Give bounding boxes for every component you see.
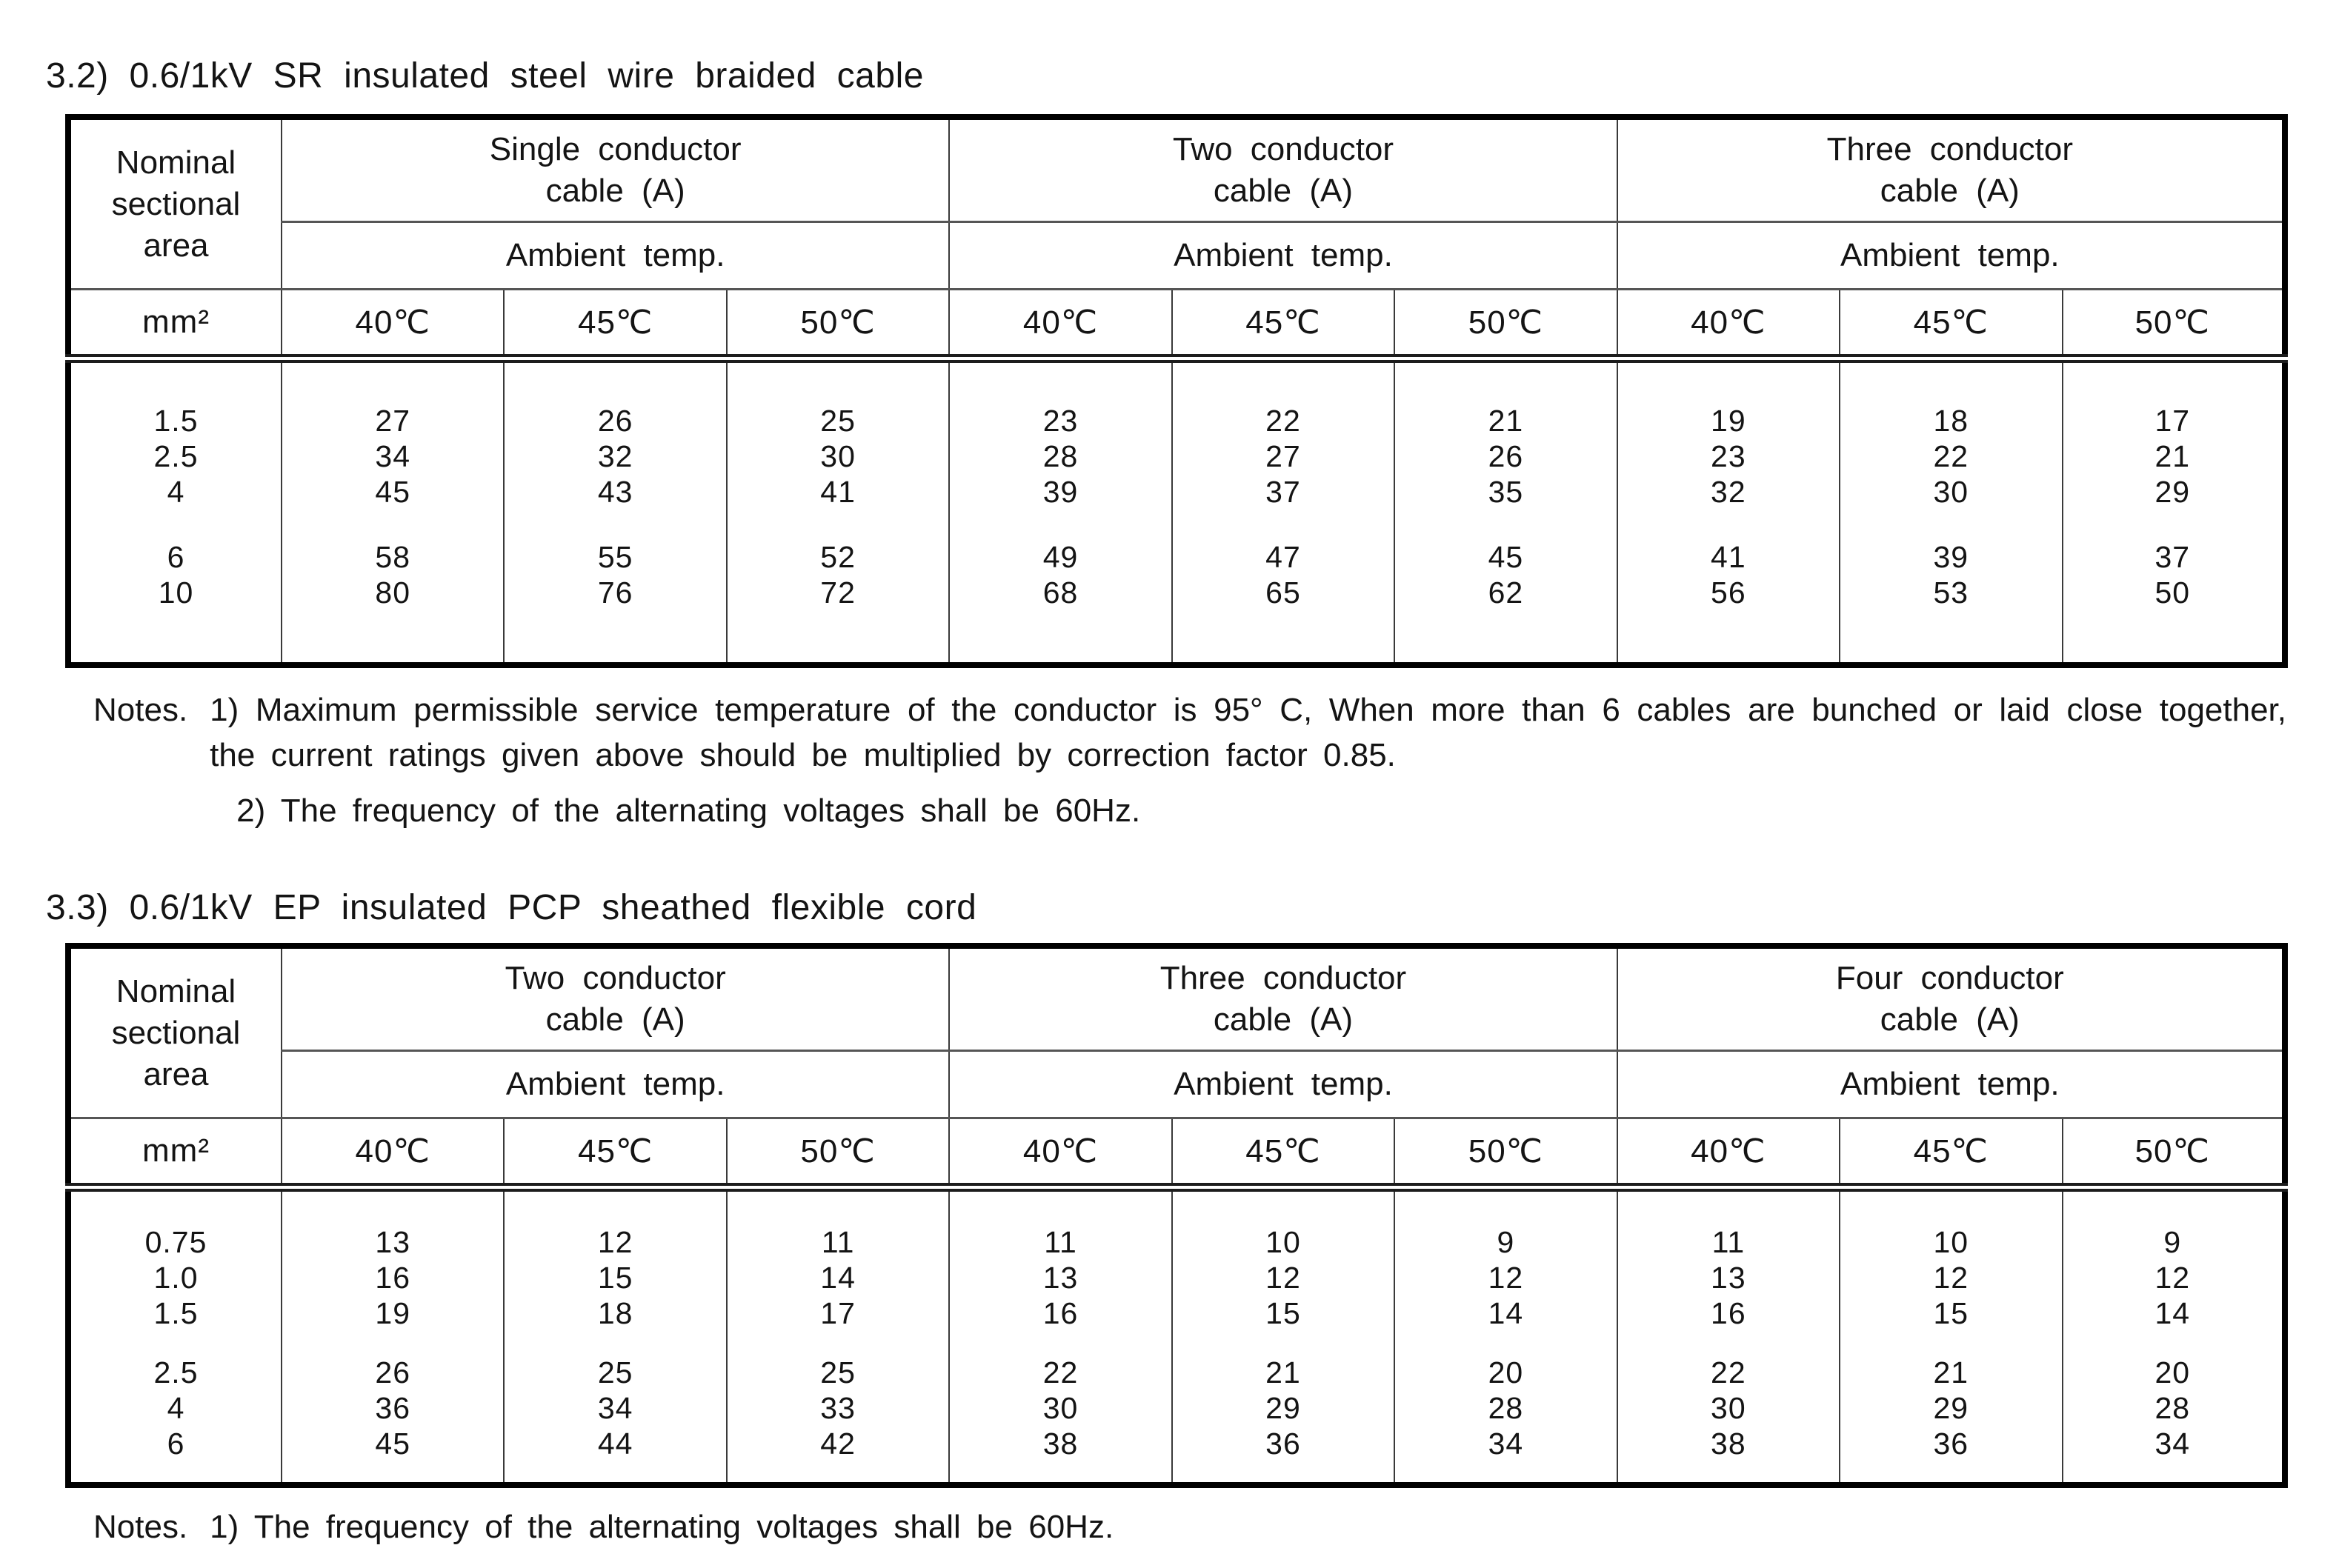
table-row	[68, 474, 2285, 510]
rating-cell: 21	[1394, 358, 1617, 438]
temperature-header-row	[68, 290, 2285, 359]
rating-cell: 18	[1840, 358, 2062, 438]
section-title: 3.2) 0.6/1kV SR insulated steel wire braided cable	[46, 56, 924, 96]
rating-cell: 27	[282, 358, 504, 438]
rating-cell: 49	[949, 510, 1171, 575]
rating-cell: 30	[949, 1390, 1171, 1426]
table-row	[68, 575, 2285, 665]
rating-cell: 17	[727, 1295, 949, 1331]
area-cell: 1.0	[68, 1260, 282, 1295]
temp-header: 50℃	[2063, 290, 2286, 359]
section-title: 3.3) 0.6/1kV EP insulated PCP sheathed flexible cord	[46, 888, 977, 927]
rating-cell: 30	[1840, 474, 2062, 510]
rating-cell: 41	[727, 474, 949, 510]
rating-cell: 68	[949, 575, 1171, 665]
unit-header: mm²	[68, 290, 282, 359]
table-row	[68, 510, 2285, 575]
table-row	[68, 1331, 2285, 1390]
rating-cell: 13	[282, 1187, 504, 1260]
area-cell: 2.5	[68, 1331, 282, 1390]
section-3-3	[44, 890, 2336, 1549]
table-row	[68, 1260, 2285, 1295]
rating-cell: 44	[504, 1426, 726, 1485]
ambient-temp-header: Ambient temp.	[1617, 222, 2285, 290]
table-row	[68, 358, 2285, 438]
area-cell: 2.5	[68, 438, 282, 474]
temperature-header-row	[68, 1118, 2285, 1188]
rating-cell: 19	[1617, 358, 1840, 438]
rating-cell: 37	[2063, 510, 2286, 575]
temp-header: 40℃	[949, 290, 1171, 359]
rating-cell: 53	[1840, 575, 2062, 665]
rating-cell: 12	[1394, 1260, 1617, 1295]
ambient-temp-row	[68, 1051, 2285, 1118]
table-row	[68, 1187, 2285, 1260]
notes-label: Notes.	[93, 692, 188, 728]
rating-cell: 21	[1840, 1331, 2062, 1390]
rating-cell: 12	[1840, 1260, 2062, 1295]
rating-cell: 32	[1617, 474, 1840, 510]
temp-header: 45℃	[504, 1118, 726, 1188]
temp-header: 45℃	[504, 290, 726, 359]
rating-cell: 22	[949, 1331, 1171, 1390]
conductor-group-row	[68, 117, 2285, 222]
rating-cell: 9	[2063, 1187, 2286, 1260]
ambient-temp-header: Ambient temp.	[282, 1051, 949, 1118]
rating-cell: 34	[2063, 1426, 2286, 1485]
rating-cell: 15	[504, 1260, 726, 1295]
table-row	[68, 1390, 2285, 1426]
rating-cell: 16	[949, 1295, 1171, 1331]
rating-cell: 29	[1840, 1390, 2062, 1426]
note-item: 2) The frequency of the alternating voltages shall be 60Hz.	[236, 793, 1141, 829]
rating-cell: 11	[949, 1187, 1171, 1260]
notes	[93, 1504, 2286, 1549]
corner-header: Nominal sectional area	[68, 117, 282, 290]
area-cell: 4	[68, 474, 282, 510]
rating-cell: 39	[1840, 510, 2062, 575]
rating-cell: 12	[2063, 1260, 2286, 1295]
temp-header: 45℃	[1172, 290, 1394, 359]
rating-cell: 55	[504, 510, 726, 575]
rating-cell: 39	[949, 474, 1171, 510]
rating-cell: 23	[949, 358, 1171, 438]
notes	[93, 687, 2286, 833]
temp-header: 40℃	[1617, 290, 1840, 359]
group-header-single: Single conductor cable (A)	[282, 117, 949, 222]
note-item: 1) Maximum permissible service temperature of the conductor is 95° C, When more than 6 cables are bunched or laid close together, the current ratings given above should be multiplied by correction factor 0.85.	[210, 692, 2286, 773]
group-header-three: Three conductor cable (A)	[949, 946, 1617, 1051]
temp-header: 50℃	[1394, 290, 1617, 359]
rating-cell: 38	[1617, 1426, 1840, 1485]
ambient-temp-header: Ambient temp.	[282, 222, 949, 290]
rating-cell: 43	[504, 474, 726, 510]
rating-cell: 58	[282, 510, 504, 575]
rating-cell: 65	[1172, 575, 1394, 665]
rating-cell: 52	[727, 510, 949, 575]
rating-cell: 14	[727, 1260, 949, 1295]
notes-items	[210, 1504, 2286, 1549]
rating-cell: 27	[1172, 438, 1394, 474]
rating-cell: 28	[2063, 1390, 2286, 1426]
rating-cell: 45	[282, 1426, 504, 1485]
rating-cell: 15	[1840, 1295, 2062, 1331]
rating-cell: 30	[727, 438, 949, 474]
note-item: 1) The frequency of the alternating voltages shall be 60Hz.	[210, 1509, 1114, 1545]
rating-cell: 34	[282, 438, 504, 474]
temp-header: 40℃	[949, 1118, 1171, 1188]
rating-cell: 36	[282, 1390, 504, 1426]
rating-cell: 16	[1617, 1295, 1840, 1331]
rating-cell: 28	[949, 438, 1171, 474]
area-cell: 4	[68, 1390, 282, 1426]
ambient-temp-header: Ambient temp.	[949, 1051, 1617, 1118]
table-row	[68, 1426, 2285, 1485]
rating-cell: 45	[1394, 510, 1617, 575]
table-row	[68, 1295, 2285, 1331]
temp-header: 40℃	[282, 290, 504, 359]
temp-header: 45℃	[1840, 290, 2062, 359]
rating-cell: 34	[504, 1390, 726, 1426]
rating-cell: 29	[1172, 1390, 1394, 1426]
rating-cell: 20	[1394, 1331, 1617, 1390]
rating-cell: 72	[727, 575, 949, 665]
rating-cell: 26	[282, 1331, 504, 1390]
temp-header: 40℃	[282, 1118, 504, 1188]
area-cell: 10	[68, 575, 282, 665]
temp-header: 50℃	[727, 1118, 949, 1188]
notes-items	[210, 687, 2286, 833]
area-cell: 1.5	[68, 358, 282, 438]
rating-cell: 45	[282, 474, 504, 510]
area-cell: 1.5	[68, 1295, 282, 1331]
ambient-temp-header: Ambient temp.	[949, 222, 1617, 290]
rating-cell: 26	[504, 358, 726, 438]
rating-cell: 11	[727, 1187, 949, 1260]
rating-cell: 10	[1172, 1187, 1394, 1260]
rating-cell: 26	[1394, 438, 1617, 474]
rating-cell: 38	[949, 1426, 1171, 1485]
rating-cell: 25	[727, 1331, 949, 1390]
rating-cell: 33	[727, 1390, 949, 1426]
ep-cord-rating-table	[65, 943, 2288, 1488]
rating-cell: 76	[504, 575, 726, 665]
rating-cell: 25	[727, 358, 949, 438]
rating-cell: 34	[1394, 1426, 1617, 1485]
rating-cell: 17	[2063, 358, 2286, 438]
rating-cell: 56	[1617, 575, 1840, 665]
table-row	[68, 438, 2285, 474]
rating-cell: 80	[282, 575, 504, 665]
corner-header: Nominal sectional area	[68, 946, 282, 1118]
temp-header: 50℃	[727, 290, 949, 359]
rating-cell: 30	[1617, 1390, 1840, 1426]
rating-cell: 20	[2063, 1331, 2286, 1390]
rating-cell: 42	[727, 1426, 949, 1485]
rating-cell: 50	[2063, 575, 2286, 665]
rating-cell: 16	[282, 1260, 504, 1295]
rating-cell: 14	[2063, 1295, 2286, 1331]
group-header-four: Four conductor cable (A)	[1617, 946, 2285, 1051]
rating-cell: 62	[1394, 575, 1617, 665]
temp-header: 50℃	[1394, 1118, 1617, 1188]
rating-cell: 10	[1840, 1187, 2062, 1260]
temp-header: 40℃	[1617, 1118, 1840, 1188]
rating-cell: 41	[1617, 510, 1840, 575]
rating-cell: 21	[1172, 1331, 1394, 1390]
unit-header: mm²	[68, 1118, 282, 1188]
rating-cell: 14	[1394, 1295, 1617, 1331]
area-cell: 6	[68, 510, 282, 575]
conductor-group-row	[68, 946, 2285, 1051]
area-cell: 0.75	[68, 1187, 282, 1260]
rating-cell: 13	[949, 1260, 1171, 1295]
area-cell: 6	[68, 1426, 282, 1485]
rating-cell: 11	[1617, 1187, 1840, 1260]
temp-header: 45℃	[1840, 1118, 2062, 1188]
rating-cell: 18	[504, 1295, 726, 1331]
rating-cell: 12	[1172, 1260, 1394, 1295]
rating-cell: 23	[1617, 438, 1840, 474]
rating-cell: 22	[1840, 438, 2062, 474]
rating-cell: 22	[1172, 358, 1394, 438]
rating-cell: 25	[504, 1331, 726, 1390]
notes-label: Notes.	[93, 1509, 188, 1545]
rating-cell: 21	[2063, 438, 2286, 474]
sr-cable-rating-table	[65, 114, 2288, 668]
rating-cell: 47	[1172, 510, 1394, 575]
rating-cell: 13	[1617, 1260, 1840, 1295]
section-3-2	[44, 58, 2336, 833]
rating-cell: 12	[504, 1187, 726, 1260]
rating-cell: 15	[1172, 1295, 1394, 1331]
rating-cell: 19	[282, 1295, 504, 1331]
rating-cell: 29	[2063, 474, 2286, 510]
temp-header: 50℃	[2063, 1118, 2286, 1188]
rating-cell: 36	[1172, 1426, 1394, 1485]
rating-cell: 9	[1394, 1187, 1617, 1260]
ambient-temp-row	[68, 222, 2285, 290]
rating-cell: 22	[1617, 1331, 1840, 1390]
temp-header: 45℃	[1172, 1118, 1394, 1188]
group-header-two: Two conductor cable (A)	[949, 117, 1617, 222]
rating-cell: 32	[504, 438, 726, 474]
ambient-temp-header: Ambient temp.	[1617, 1051, 2285, 1118]
rating-cell: 37	[1172, 474, 1394, 510]
rating-cell: 36	[1840, 1426, 2062, 1485]
group-header-three: Three conductor cable (A)	[1617, 117, 2285, 222]
rating-cell: 28	[1394, 1390, 1617, 1426]
rating-cell: 35	[1394, 474, 1617, 510]
group-header-two: Two conductor cable (A)	[282, 946, 949, 1051]
